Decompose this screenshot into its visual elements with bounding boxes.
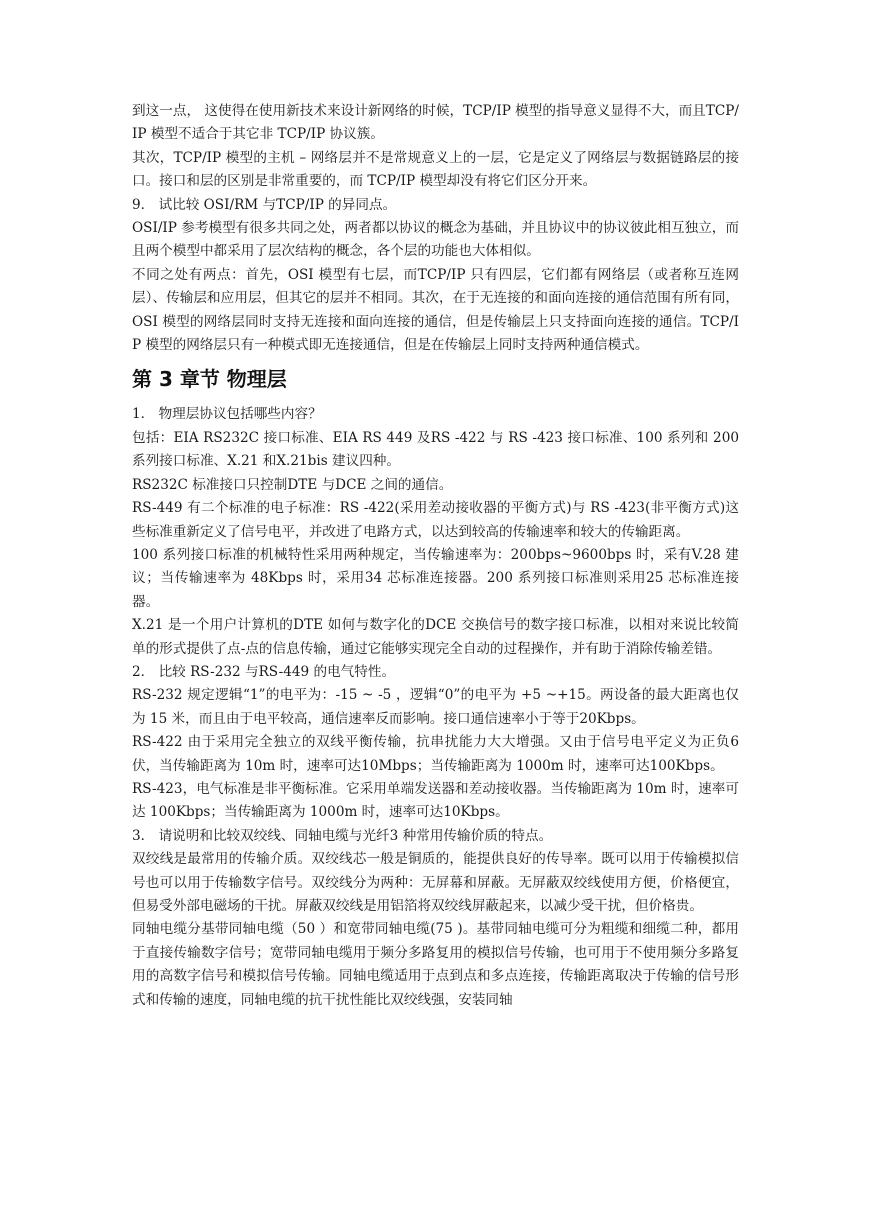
paragraph: RS-232 规定逻辑“1”的电平为：-15 ~ -5 ，逻辑“0”的电平为 +5 ~+15。两设备的最大距离也仅为 15 米，而且由于电平较高，通信速率反而影响。接口通信速率小于等于20Kbps。 bbox=[132, 687, 739, 727]
paragraph: 包括：EIA RS232C 接口标准、EIA RS 449 及RS -422 与 RS -423 接口标准、100 系列和 200 系列接口标准、X.21 和X.21bis 建议四种。 bbox=[132, 429, 739, 470]
paragraph: OSI/IP 参考模型有很多共同之处，两者都以协议的概念为基础，并且协议中的协议彼此相互独立，而且两个模型中都采用了层次结构的概念，各个层的功能也大体相似。 bbox=[132, 220, 739, 260]
paragraph: 到这一点， 这使得在使用新技术来设计新网络的时候，TCP/IP 模型的指导意义显得不大，而且TCP/IP 模型不适合于其它非 TCP/IP 协议簇。 bbox=[132, 103, 739, 143]
document-page bbox=[132, 100, 739, 1012]
paragraph: RS-449 有二个标准的电子标准：RS -422(采用差动接收器的平衡方式)与 RS -423(非平衡方式)这些标准重新定义了信号电平，并改进了电路方式，以达到较高的传输速率和较大的传输距离。 bbox=[132, 500, 739, 540]
question-3: 3． 请说明和比较双绞线、同轴电缆与光纤3 种常用传输价质的特点。 bbox=[132, 827, 553, 844]
paragraph: RS232C 标准接口只控制DTE 与DCE 之间的通信。 bbox=[132, 476, 453, 493]
paragraph: 其次，TCP/IP 模型的主机 – 网络层并不是常规意义上的一层，它是定义了网络层与数据链路层的接口。接口和层的区别是非常重要的，而 TCP/IP 模型却没有将它们区分开来。 bbox=[132, 149, 739, 190]
question-2: 2． 比较 RS-232 与RS-449 的电气特性。 bbox=[132, 663, 396, 680]
section-heading: 第 3 章节 物理层 bbox=[132, 367, 287, 392]
paragraph: 不同之处有两点：首先，OSI 模型有七层，而TCP/IP 只有四层，它们都有网络层（或者称互连网层）、传输层和应用层，但其它的层并不相同。其次，在于无连接的和面向连接的通信范围有所有同，OSI 模型的网络层同时支持无连接和面向连接的通信，但是传输层上只支持面向连接的通信。TCP/IP 模型的网络层只有一种模式即无连接通信，但是在传输层上同时支持两种通信模式。 bbox=[132, 266, 739, 354]
paragraph: 100 系列接口标准的机械特性采用两种规定，当传输速率为：200bps~9600bps 时，采有V.28 建议；当传输速率为 48Kbps 时，采用34 芯标准连接器。200 系列接口标准则采用25 芯标准连接器。 bbox=[132, 546, 739, 610]
paragraph: 双绞线是最常用的传输介质。双绞线芯一般是铜质的，能提供良好的传导率。既可以用于传输模拟信号也可以用于传输数字信号。双绞线分为两种：无屏幕和屏蔽。无屏蔽双绞线使用方便，价格便宜，但易受外部电磁场的干扰。屏蔽双绞线是用铝箔将双绞线屏蔽起来，以减少受干扰，但价格贵。 bbox=[132, 851, 739, 914]
paragraph: RS-422 由于采用完全独立的双线平衡传输，抗串扰能力大大增强。又由于信号电平定义为正负6伏，当传输距离为 10m 时，速率可达10Mbps；当传输距离为 1000m 时，速率可达100Kbps。 bbox=[132, 734, 739, 774]
question-9: 9． 试比较 OSI/RM 与TCP/IP 的异同点。 bbox=[132, 196, 397, 213]
paragraph: 同轴电缆分基带同轴电缆（50 ）和宽带同轴电缆(75 )。基带同轴电缆可分为粗缆和细缆二种，都用于直接传输数字信号；宽带同轴电缆用于频分多路复用的模拟信号传输，也可用于不使用频分多路复用的高数字信号和模拟信号传输。同轴电缆适用于点到点和多点连接，传输距离取决于传输的信号形式和传输的速度，同轴电缆的抗干扰性能比双绞线强，安装同轴 bbox=[132, 921, 739, 1008]
question-1: 1． 物理层协议包括哪些内容？ bbox=[132, 406, 322, 423]
paragraph: RS-423，电气标准是非平衡标准。它采用单端发送器和差动接收器。当传输距离为 10m 时，速率可达 100Kbps；当传输距离为 1000m 时，速率可达10Kbps。 bbox=[132, 780, 739, 821]
paragraph: X.21 是一个用户计算机的DTE 如何与数字化的DCE 交换信号的数字接口标准，以相对来说比较简单的形式提供了点-点的信息传输，通过它能够实现完全自动的过程操作，并有助于消除传输差错。 bbox=[132, 617, 739, 657]
